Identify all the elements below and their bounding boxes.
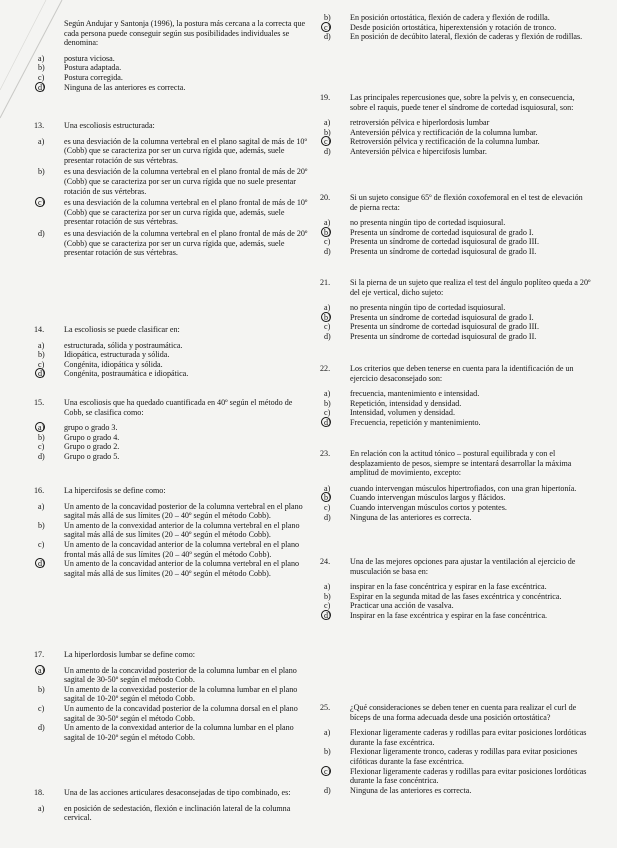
option-text: Intensidad, volumen y densidad. bbox=[350, 408, 455, 418]
option-letter: b) bbox=[320, 228, 350, 238]
option-text: Inspirar en la fase excéntrica y espirar en la fase concéntrica. bbox=[350, 610, 548, 620]
option-text: Desde posición ortostática, hiperextensión y rotación de tronco. bbox=[350, 22, 557, 32]
option-letter: c) bbox=[320, 767, 350, 786]
option-a bbox=[34, 54, 312, 64]
option-letter: a) bbox=[38, 803, 45, 813]
option-letter: c) bbox=[34, 198, 64, 227]
option-letter: a) bbox=[38, 53, 45, 63]
option-text: no presenta ningún tipo de cortedad isquiosural. bbox=[350, 218, 506, 228]
option-text: Un amento de la convexidad posterior de la columna lumbar en el plano sagital de 10-20º según el método Cobb. bbox=[64, 684, 298, 704]
question-20 bbox=[320, 193, 592, 257]
option-text: es una desviación de la columna vertebral en el plano sagital de más de 10º (Cobb) que se caracteriza por ser un curva rígida que, además, suele presentar rotación de sus vértebras. bbox=[64, 136, 307, 165]
option-text: Presenta un síndrome de cortedad isquiosural de grado II. bbox=[350, 331, 537, 341]
option-text: Un amento de la concavidad anterior de la columna vertebral en el plano frontal más allá de sus límites (20 – 40º según el método Cobb). bbox=[64, 539, 300, 559]
option-text: Idiopática, estructurada y sólida. bbox=[64, 350, 170, 360]
option-b bbox=[320, 399, 592, 409]
question-stem bbox=[34, 121, 312, 131]
option-d bbox=[34, 83, 312, 93]
option-c bbox=[320, 503, 592, 513]
option-text: es una desviación de la columna vertebral en el plano frontal de más de 20º (Cobb) que se caracteriza por ser un curva rígida que no suele presentar rotación de sus vértebras. bbox=[64, 167, 308, 196]
option-text: postura viciosa. bbox=[64, 53, 115, 63]
question-text: Según Andujar y Santonja (1996), la postura más cercana a la correcta que cada persona puede conseguir según sus posibilidades individuales se denomina: bbox=[64, 19, 306, 48]
question-24 bbox=[320, 557, 592, 621]
option-letter: a) bbox=[324, 728, 331, 738]
option-text: Presenta un síndrome de cortedad isquiosural de grado II. bbox=[350, 246, 537, 256]
answer-circle-mark bbox=[35, 82, 45, 92]
option-text: Postura adaptada. bbox=[64, 63, 122, 73]
option-text: cuando intervengan músculos hipertrofiados, con una gran hipertonía. bbox=[350, 483, 577, 493]
option-letter: b) bbox=[324, 398, 331, 408]
question-21 bbox=[320, 278, 592, 342]
option-letter: d) bbox=[320, 418, 350, 428]
option-letter: a) bbox=[324, 303, 331, 313]
option-text: Ninguna de las anteriores es correcta. bbox=[350, 512, 472, 522]
option-letter: c) bbox=[38, 72, 45, 82]
question-15 bbox=[34, 398, 312, 462]
option-text: Presenta un síndrome de cortedad isquiosural de grado III. bbox=[350, 322, 540, 332]
option-d bbox=[34, 452, 312, 462]
option-letter: d) bbox=[324, 512, 331, 522]
option-b bbox=[320, 313, 592, 323]
option-letter: d) bbox=[34, 83, 64, 93]
question-18 bbox=[34, 788, 312, 823]
option-letter: a) bbox=[38, 340, 45, 350]
question-stem bbox=[320, 193, 592, 212]
option-letter: a) bbox=[38, 136, 45, 146]
question-stem bbox=[320, 449, 592, 478]
option-text: Retroversión pélvica y rectificación de la columna lumbar. bbox=[350, 137, 540, 147]
option-d bbox=[320, 332, 592, 342]
option-letter: d) bbox=[38, 228, 45, 238]
option-letter: d) bbox=[324, 32, 331, 42]
question-number: 22. bbox=[320, 364, 331, 373]
question-22 bbox=[320, 364, 592, 428]
question-number: 25. bbox=[320, 703, 331, 712]
option-a bbox=[34, 137, 312, 166]
option-text: Cuando intervengan músculos cortos y potentes. bbox=[350, 502, 507, 512]
answer-circle-mark bbox=[321, 312, 331, 322]
option-b bbox=[320, 747, 592, 766]
question-text: Las principales repercusiones que, sobre la pelvis y, en consecuencia, sobre el raquis, puede tener el síndrome de cortedad isquiosural, son: bbox=[350, 93, 575, 112]
option-letter: b) bbox=[38, 684, 45, 694]
question-text: Si un sujeto consigue 65º de flexión coxofemoral en el test de elevación de pierna recta: bbox=[350, 193, 583, 212]
option-text: Espirar en la segunda mitad de las fases excéntrica y concéntrica. bbox=[350, 591, 562, 601]
option-letter: d) bbox=[320, 611, 350, 621]
option-d bbox=[320, 418, 592, 428]
question-text: En relación con la actitud tónico – postural equilibrada y con el desplazamiento de pesos, siempre se intentará desarrollar la máxima amplitud de movimiento, excepto: bbox=[350, 449, 572, 478]
option-letter: c) bbox=[38, 703, 45, 713]
option-text: Un amento de la convexidad anterior de la columna vertebral en el plano sagital más allá de sus límites (20 – 40º según el método Cobb). bbox=[64, 520, 300, 540]
option-text: Congénita, idiopática y sólida. bbox=[64, 359, 163, 369]
option-b bbox=[320, 128, 592, 138]
option-c bbox=[320, 322, 592, 332]
option-letter: c) bbox=[38, 442, 45, 452]
question-text: Si la pierna de un sujeto que realiza el test del ángulo poplíteo queda a 20º del eje vertical, dicho sujeto: bbox=[350, 278, 591, 297]
option-text: Repetición, intensidad y densidad. bbox=[350, 398, 462, 408]
option-text: Un amento de la convexidad anterior de la columna lumbar en el plano sagital de 10-20º según el método Cobb. bbox=[64, 723, 294, 742]
option-a bbox=[320, 118, 592, 128]
question-text: ¿Qué consideraciones se deben tener en cuenta para realizar el curl de bíceps de una forma adecuada desde una posición ortostática? bbox=[350, 703, 577, 722]
option-letter: a) bbox=[324, 582, 331, 592]
option-letter: c) bbox=[324, 502, 331, 512]
option-text: grupo o grado 3. bbox=[64, 423, 118, 433]
option-letter: a) bbox=[34, 423, 64, 433]
option-a bbox=[320, 303, 592, 313]
answer-circle-mark bbox=[35, 665, 45, 675]
option-d bbox=[320, 247, 592, 257]
option-b bbox=[34, 433, 312, 443]
option-text: en posición de sedestación, flexión e inclinación lateral de la columna cervical. bbox=[64, 803, 291, 823]
question-text: La hipercifosis se define como: bbox=[64, 486, 166, 495]
option-text: Flexionar ligeramente tronco, caderas y rodillas para evitar posiciones cifóticas durante la fase excéntrica. bbox=[350, 747, 578, 766]
option-text: Frecuencia, repetición y mantenimiento. bbox=[350, 417, 481, 427]
answer-circle-mark bbox=[321, 610, 331, 620]
option-letter: a) bbox=[38, 501, 45, 511]
option-text: Practicar una acción de vasalva. bbox=[350, 601, 454, 611]
option-letter: c) bbox=[324, 237, 331, 247]
option-b bbox=[34, 350, 312, 360]
option-text: retroversión pélvica e hiperlordosis lumbar bbox=[350, 118, 490, 128]
option-d bbox=[34, 229, 312, 258]
option-a bbox=[320, 218, 592, 228]
option-text: Anteversión pélvica y rectificación de la columna lumbar. bbox=[350, 127, 538, 137]
question-text: Los criterios que deben tenerse en cuenta para la identificación de un ejercicio desaconsejado son: bbox=[350, 364, 574, 383]
option-a bbox=[34, 502, 312, 521]
question-stem bbox=[34, 398, 312, 417]
option-c bbox=[320, 767, 592, 786]
option-letter: a) bbox=[324, 118, 331, 128]
option-text: es una desviación de la columna vertebral en el plano frontal de más de 10º (Cobb) que se caracteriza por ser un curva rígida que, además, suele presentar rotación de sus vértebras. bbox=[64, 198, 308, 227]
question-text: Una de las mejores opciones para ajustar la ventilación al ejercicio de musculación se basa en: bbox=[350, 557, 576, 576]
question-stem bbox=[34, 486, 312, 496]
question-stem bbox=[320, 364, 592, 383]
option-letter: b) bbox=[38, 167, 45, 177]
option-text: Presenta un síndrome de cortedad isquiosural de grado III. bbox=[350, 237, 540, 247]
option-c bbox=[34, 540, 312, 559]
option-b bbox=[34, 685, 312, 704]
question-text: Una escoliosis estructurada: bbox=[64, 121, 155, 130]
option-letter: d) bbox=[34, 559, 64, 578]
option-text: Congénita, postraumática e idiopática. bbox=[64, 369, 189, 379]
option-letter: a) bbox=[324, 389, 331, 399]
question-25 bbox=[320, 703, 592, 795]
option-letter: b) bbox=[38, 432, 45, 442]
option-text: Grupo o grado 4. bbox=[64, 432, 120, 442]
option-c bbox=[34, 73, 312, 83]
option-a bbox=[34, 666, 312, 685]
option-text: Ninguna de las anteriores es correcta. bbox=[64, 82, 186, 92]
option-letter: a) bbox=[324, 483, 331, 493]
option-text: En posición ortostática, flexión de cadera y flexión de rodilla. bbox=[350, 13, 550, 22]
question-stem bbox=[34, 325, 312, 335]
question-12 bbox=[34, 19, 312, 92]
answer-circle-mark bbox=[321, 417, 331, 427]
question-16 bbox=[34, 486, 312, 578]
option-letter: d) bbox=[38, 451, 45, 461]
question-stem bbox=[320, 703, 592, 722]
option-a bbox=[34, 423, 312, 433]
option-b bbox=[34, 167, 312, 196]
option-text: Postura corregida. bbox=[64, 72, 123, 82]
question-number: 23. bbox=[320, 449, 331, 458]
option-b bbox=[320, 592, 592, 602]
question-number: 24. bbox=[320, 557, 331, 566]
option-c bbox=[320, 137, 592, 147]
option-letter: b) bbox=[324, 591, 331, 601]
option-letter: a) bbox=[324, 218, 331, 228]
question-18-continued bbox=[320, 13, 592, 42]
question-number: 16. bbox=[34, 486, 45, 495]
option-letter: d) bbox=[324, 146, 331, 156]
question-number: 17. bbox=[34, 650, 45, 659]
question-stem bbox=[320, 278, 592, 297]
option-a bbox=[320, 484, 592, 494]
option-d bbox=[320, 611, 592, 621]
question-number: 18. bbox=[34, 788, 45, 797]
option-letter: b) bbox=[324, 127, 331, 137]
option-a bbox=[320, 728, 592, 747]
option-letter: b) bbox=[38, 63, 45, 73]
option-text: Un amento de la concavidad posterior de la columna vertebral en el plano sagital más allá de sus límites (20 – 40º según el método Cobb). bbox=[64, 501, 303, 521]
option-letter: c) bbox=[320, 23, 350, 33]
option-c bbox=[34, 198, 312, 227]
option-letter: b) bbox=[320, 313, 350, 323]
option-d bbox=[320, 32, 592, 42]
option-letter: c) bbox=[324, 601, 331, 611]
question-stem bbox=[320, 93, 592, 112]
option-letter: c) bbox=[38, 359, 45, 369]
question-stem bbox=[34, 788, 312, 798]
option-text: Presenta un síndrome de cortedad isquiosural de grado I. bbox=[350, 312, 534, 322]
question-stem bbox=[34, 19, 312, 48]
option-text: no presenta ningún tipo de cortedad isquiosural. bbox=[350, 303, 506, 313]
option-a bbox=[320, 582, 592, 592]
option-c bbox=[34, 360, 312, 370]
option-c bbox=[34, 442, 312, 452]
question-number: 19. bbox=[320, 93, 331, 102]
option-c bbox=[320, 408, 592, 418]
option-text: Grupo o grado 5. bbox=[64, 451, 120, 461]
option-a bbox=[320, 389, 592, 399]
question-number: 15. bbox=[34, 398, 45, 407]
option-d bbox=[320, 147, 592, 157]
option-text: es una desviación de la columna vertebral en el plano frontal de más de 20º (Cobb) que se caracteriza por ser un curva rígida que, además, suele presentar rotación de sus vértebras. bbox=[64, 228, 308, 258]
option-a bbox=[34, 804, 312, 823]
option-c bbox=[34, 704, 312, 723]
option-b bbox=[320, 228, 592, 238]
question-14 bbox=[34, 325, 312, 379]
option-c bbox=[320, 601, 592, 611]
option-text: inspirar en la fase concéntrica y espirar en la fase excéntrica. bbox=[350, 582, 547, 592]
option-letter: d) bbox=[38, 723, 45, 733]
option-text: Flexionar ligeramente caderas y rodillas para evitar posiciones lordóticas durante la fase excéntrica. bbox=[350, 728, 587, 747]
option-b bbox=[34, 521, 312, 540]
option-text: estructurada, sólida y postraumática. bbox=[64, 340, 183, 350]
question-number: 21. bbox=[320, 278, 331, 287]
option-text: Grupo o grado 2. bbox=[64, 442, 120, 452]
option-text: Ninguna de las anteriores es correcta. bbox=[350, 785, 472, 795]
option-c bbox=[320, 237, 592, 247]
question-text: La escoliosis se puede clasificar en: bbox=[64, 325, 180, 334]
option-d bbox=[320, 786, 592, 796]
option-text: frecuencia, mantenimiento e intensidad. bbox=[350, 389, 480, 399]
answer-circle-mark bbox=[321, 22, 331, 32]
option-d bbox=[320, 513, 592, 523]
option-b bbox=[320, 13, 592, 23]
option-text: Flexionar ligeramente caderas y rodillas para evitar posiciones lordóticas durante la fase concéntrica. bbox=[350, 766, 587, 786]
answer-circle-mark bbox=[321, 227, 331, 237]
answer-circle-mark bbox=[321, 766, 331, 776]
option-d bbox=[34, 369, 312, 379]
option-letter: d) bbox=[324, 785, 331, 795]
option-letter: b) bbox=[320, 493, 350, 503]
option-letter: a) bbox=[34, 666, 64, 685]
option-text: Un amento de la concavidad posterior de la columna lumbar en el plano sagital de 30-50º según el método Cobb. bbox=[64, 665, 297, 685]
question-stem bbox=[34, 650, 312, 660]
option-text: Presenta un síndrome de cortedad isquiosural de grado I. bbox=[350, 227, 534, 237]
option-d bbox=[34, 559, 312, 578]
question-number: 13. bbox=[34, 121, 45, 130]
option-a bbox=[34, 341, 312, 351]
option-letter: c) bbox=[324, 408, 331, 418]
option-letter: d) bbox=[324, 331, 331, 341]
option-letter: b) bbox=[38, 520, 45, 530]
option-b bbox=[320, 493, 592, 503]
option-letter: b) bbox=[324, 13, 331, 22]
option-b bbox=[34, 63, 312, 73]
option-letter: c) bbox=[324, 322, 331, 332]
question-19 bbox=[320, 93, 592, 157]
question-number: 14. bbox=[34, 325, 45, 334]
question-text: La hiperlordosis lumbar se define como: bbox=[64, 650, 196, 659]
option-letter: b) bbox=[38, 350, 45, 360]
option-text: Cuando intervengan músculos largos y flácidos. bbox=[350, 493, 506, 503]
question-text: Una de las acciones articulares desaconsejadas de tipo combinado, es: bbox=[64, 788, 291, 797]
option-d bbox=[34, 723, 312, 742]
question-stem bbox=[320, 557, 592, 576]
question-number: 20. bbox=[320, 193, 331, 202]
option-letter: c) bbox=[38, 539, 45, 549]
option-text: En posición de decúbito lateral, flexión de caderas y flexión de rodillas. bbox=[350, 32, 583, 42]
option-letter: d) bbox=[324, 246, 331, 256]
option-c bbox=[320, 23, 592, 33]
option-letter: b) bbox=[324, 747, 331, 757]
option-text: Un amento de la concavidad anterior de la columna vertebral en el plano sagital más allá de sus límites (20 – 40º según el método Cobb). bbox=[64, 559, 300, 578]
option-text: Un aumento de la concavidad posterior de la columna dorsal en el plano sagital de 30-50º según el método Cobb. bbox=[64, 703, 298, 723]
option-letter: d) bbox=[34, 369, 64, 379]
question-text: Una escoliosis que ha quedado cuantificada en 40º según el método de Cobb, se clasifica como: bbox=[64, 398, 293, 417]
question-17 bbox=[34, 650, 312, 742]
question-number bbox=[34, 19, 64, 48]
question-13 bbox=[34, 121, 312, 258]
question-23 bbox=[320, 449, 592, 522]
option-letter: c) bbox=[320, 137, 350, 147]
option-text: Anteversión pélvica e hipercifosis lumbar. bbox=[350, 146, 487, 156]
